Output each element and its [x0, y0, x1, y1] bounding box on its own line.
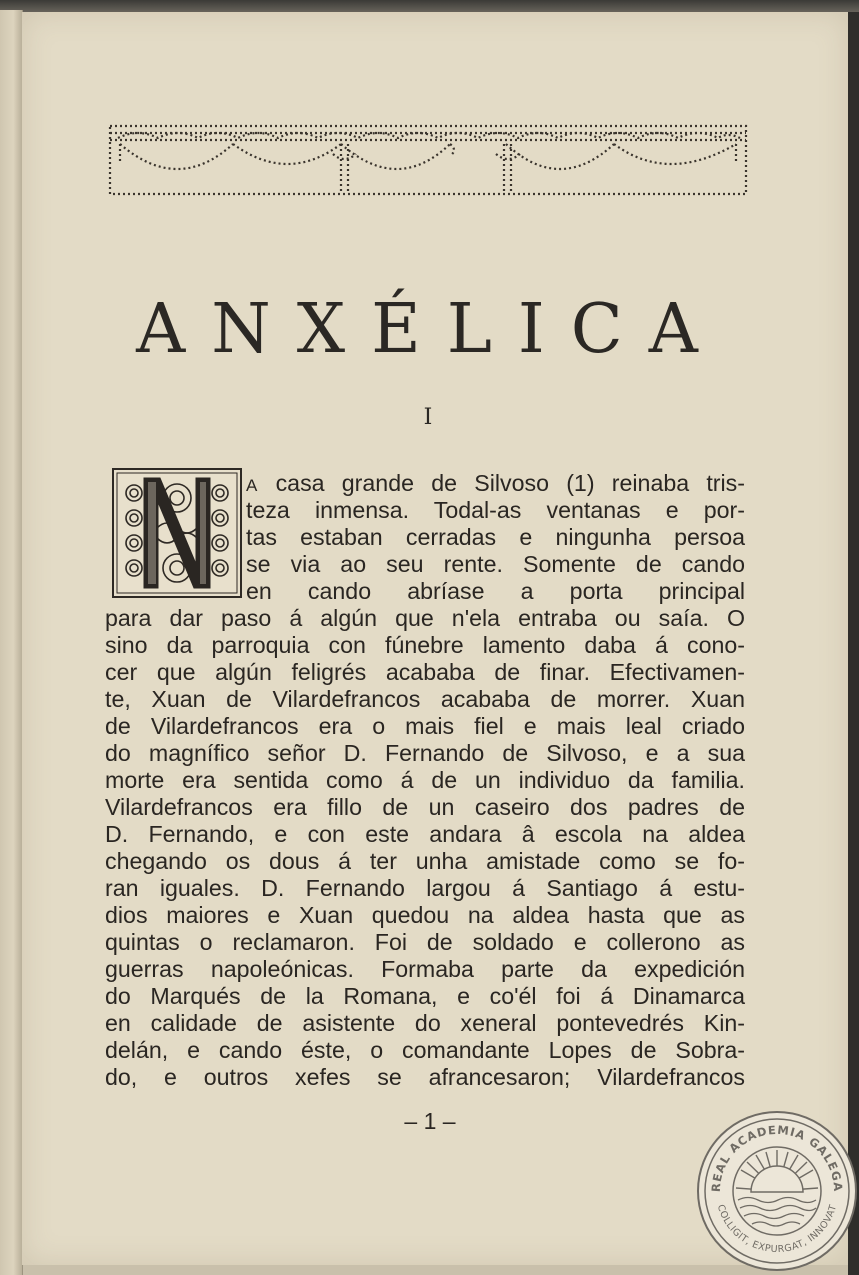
- text-line-11: do magnífico señor D. Fernando de Silvoso, e a sua: [105, 740, 745, 766]
- text-line-2: teza inmensa. Todal-as ventanas e por-: [246, 497, 745, 523]
- text-line-10: de Vilardefrancos era o mais fiel e mais leal criado: [105, 713, 745, 739]
- text-line-13: Vilardefrancos era fillo de un caseiro dos padres de: [105, 794, 745, 820]
- text-line-9: te, Xuan de Vilardefrancos acababa de morrer. Xuan: [105, 686, 745, 712]
- text-line-19: guerras napoleónicas. Formaba parte da expedición: [105, 956, 745, 982]
- small-cap-a: A: [246, 476, 259, 495]
- text-line-21: en calidade de asistente do xeneral pontevedrés Kin-: [105, 1010, 745, 1036]
- text-line-1-rest: casa grande de Silvoso (1) reinaba tris-: [258, 470, 745, 496]
- scan-right-edge: [848, 12, 859, 1275]
- stamp-top-text: REAL ACADEMIA GALEGA: [708, 1122, 846, 1193]
- stamp-bottom-text: COLLIGIT, EXPURGAT, INNOVAT: [714, 1203, 840, 1256]
- text-line-12: morte era sentida como á de un individuo da familia.: [105, 767, 745, 793]
- text-line-14: D. Fernando, e con este andara â escola na aldea: [105, 821, 745, 847]
- text-line-4: se via ao seu rente. Somente de cando: [246, 551, 745, 577]
- page-number: – 1 –: [404, 1108, 456, 1134]
- chapter-number: I: [423, 405, 433, 430]
- text-line-15: chegando os dous á ter unha amistade como se fo-: [105, 848, 745, 874]
- story-title: ANXÉLICA: [136, 290, 724, 369]
- previous-page-edge: [0, 10, 23, 1275]
- text-line-6: para dar paso á algún que n'ela entraba ou saía. O: [105, 605, 745, 631]
- text-line-3: tas estaban cerradas e ningunha persoa: [246, 524, 745, 550]
- text-line-22: delán, e cando éste, o comandante Lopes de Sobra-: [105, 1037, 745, 1063]
- text-line-5: en cando abríase a porta principal: [246, 578, 745, 604]
- text-line-23: do, e outros xefes se afrancesaron; Vilardefrancos: [105, 1064, 745, 1090]
- text-line-16: ran iguales. D. Fernando largou á Santiago á estu-: [105, 875, 745, 901]
- text-line-8: cer que algún feligrés acababa de finar. Efectivamen-: [105, 659, 745, 685]
- academy-seal-stamp: [696, 1110, 858, 1272]
- text-line-7: sino da parroquia con fúnebre lamento daba á cono-: [105, 632, 745, 658]
- decorated-initial-n: [112, 468, 242, 598]
- text-line-20: do Marqués de la Romana, e co'él foi á Dinamarca: [105, 983, 745, 1009]
- text-line-18: quintas o reclamaron. Foi de soldado e collerono as: [105, 929, 745, 955]
- ornamental-frieze: [108, 124, 748, 196]
- text-line-17: dios maiores e Xuan quedou na aldea hasta que as: [105, 902, 745, 928]
- text-line-1: [246, 470, 745, 497]
